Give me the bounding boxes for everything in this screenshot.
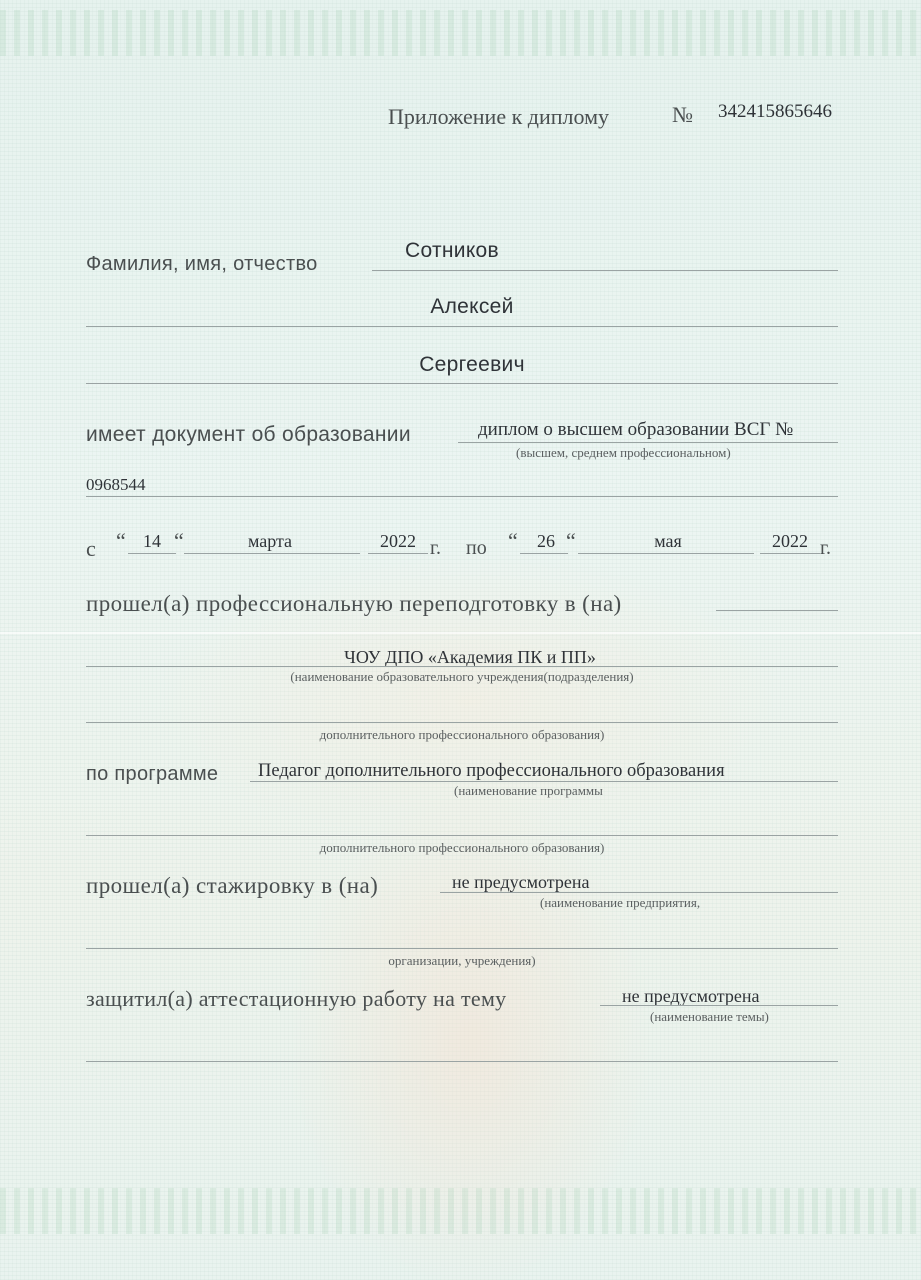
diploma-number: 342415865646 xyxy=(718,101,832,122)
name-line xyxy=(86,326,838,327)
internship-label: прошел(а) стажировку в (на) xyxy=(86,873,379,898)
education-line-2 xyxy=(86,496,838,497)
thesis-caption: (наименование темы) xyxy=(650,1009,769,1024)
thesis-line-2 xyxy=(86,1061,838,1062)
from-close-quote: “ xyxy=(174,528,184,553)
program-line xyxy=(250,781,838,782)
to-month-line xyxy=(578,553,754,554)
from-month-line xyxy=(184,553,360,554)
internship-line-2 xyxy=(86,948,838,949)
patronymic-line xyxy=(86,383,838,384)
program-value: Педагог дополнительного профессионального образования xyxy=(258,761,725,781)
internship-caption-2: организации, учреждения) xyxy=(388,953,536,968)
surname-line xyxy=(372,270,838,271)
from-day-line xyxy=(128,553,176,554)
from-open-quote: “ xyxy=(116,528,126,553)
program-caption: (наименование программы xyxy=(454,783,603,798)
internship-line xyxy=(440,892,838,893)
institution-value: ЧОУ ДПО «Академия ПК и ПП» xyxy=(344,647,596,667)
document-title: Приложение к диплому xyxy=(388,104,609,129)
from-year-suffix: г. xyxy=(430,537,441,559)
patronymic-value: Сергеевич xyxy=(419,353,525,376)
thesis-value: не предусмотрена xyxy=(622,986,760,1006)
from-year-value: 2022 xyxy=(380,531,416,551)
internship-caption: (наименование предприятия, xyxy=(540,895,701,910)
from-year-line xyxy=(368,553,428,554)
retraining-label: прошел(а) профессиональную переподготовку в (на) xyxy=(86,591,622,616)
retraining-label-line xyxy=(716,610,838,611)
to-year-line xyxy=(760,553,820,554)
program-line-2 xyxy=(86,835,838,836)
to-close-quote: “ xyxy=(566,528,576,553)
education-caption: (высшем, среднем профессиональном) xyxy=(516,445,731,460)
to-year-value: 2022 xyxy=(772,531,808,551)
fold-line xyxy=(0,632,921,634)
to-day-value: 26 xyxy=(537,531,555,551)
thesis-line xyxy=(600,1005,838,1006)
bottom-ornament-band xyxy=(0,1188,921,1234)
number-sign: № xyxy=(672,102,693,127)
program-caption-2: дополнительного профессионального образования) xyxy=(319,840,605,855)
institution-line-2 xyxy=(86,722,838,723)
institution-caption: (наименование образовательного учреждения(подразделения) xyxy=(290,669,634,684)
period-from-prefix: с xyxy=(86,536,96,561)
program-label: по программе xyxy=(86,763,219,785)
name-value: Алексей xyxy=(430,295,514,318)
to-year-suffix: г. xyxy=(820,537,831,559)
surname-value: Сотников xyxy=(405,239,499,262)
from-day-value: 14 xyxy=(143,531,161,551)
from-month-value: марта xyxy=(247,531,293,551)
to-open-quote: “ xyxy=(508,528,518,553)
fio-label: Фамилия, имя, отчество xyxy=(86,253,318,275)
education-label: имеет документ об образовании xyxy=(86,423,411,446)
institution-line xyxy=(86,666,838,667)
institution-caption-2: дополнительного профессионального образования) xyxy=(319,727,605,742)
education-value: диплом о высшем образовании ВСГ № xyxy=(478,419,794,440)
internship-value: не предусмотрена xyxy=(452,872,590,892)
period-to-prefix: по xyxy=(466,537,487,559)
education-line xyxy=(458,442,838,443)
to-day-line xyxy=(520,553,568,554)
top-ornament-band xyxy=(0,10,921,56)
to-month-value: мая xyxy=(654,531,682,551)
education-value-continued: 0968544 xyxy=(86,475,146,494)
thesis-label: защитил(а) аттестационную работу на тему xyxy=(86,986,507,1011)
